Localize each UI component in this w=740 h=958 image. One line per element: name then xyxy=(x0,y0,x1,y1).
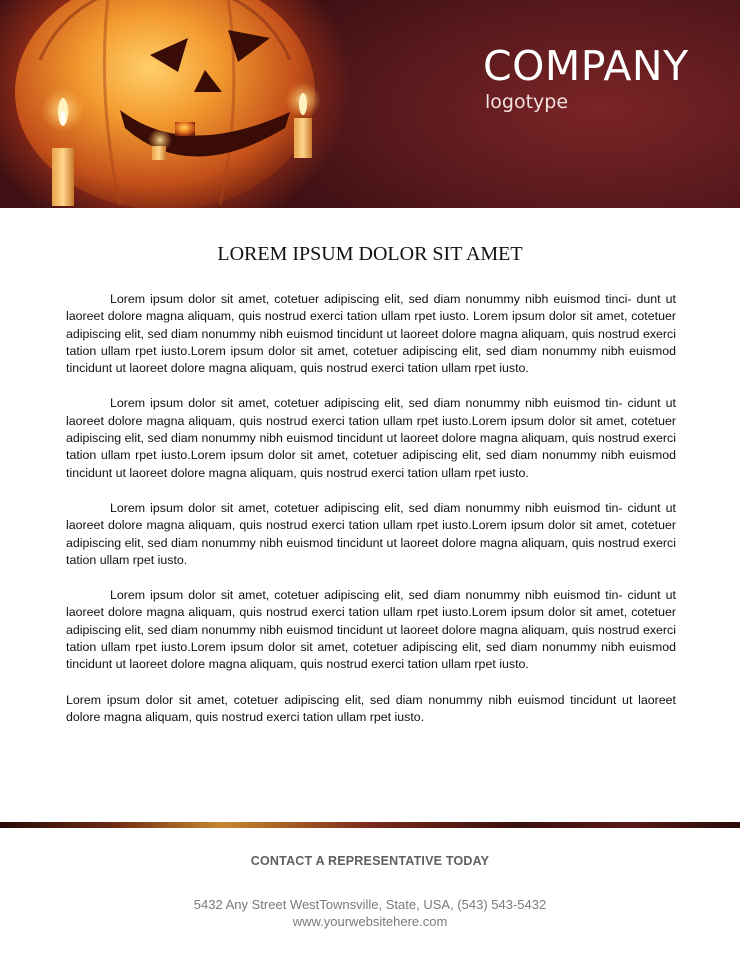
header-banner xyxy=(0,0,740,208)
paragraph: Lorem ipsum dolor sit amet, cotetuer adipiscing elit, sed diam nonummy nibh euismod tin- cidunt ut laoreet dolore magna aliquam, quis nostrud exerci tation ullam rpet iusto.Lorem ipsum dolor sit amet, cotetuer adipiscing elit, sed diam nonummy nibh euismod tincidunt ut laoreet dolore magna aliquam, quis nostrud exerci tation ullam rpet iusto. xyxy=(66,500,676,567)
document-title: LOREM IPSUM DOLOR SIT AMET xyxy=(217,243,523,265)
paragraph: Lorem ipsum dolor sit amet, cotetuer adipiscing elit, sed diam nonummy nibh euismod tin- cidunt ut laoreet dolore magna aliquam, quis nostrud exerci tation ullam rpet iusto.Lorem ipsum dolor sit amet, cotetuer adipiscing elit, sed diam nonummy nibh euismod tincidunt ut laoreet dolore magna aliquam, quis nostrud exerci tation ullam rpet iusto.Lorem ipsum dolor sit amet, cotetuer adipiscing elit, sed diam nonummy nibh euismod tincidunt ut laoreet dolore magna aliquam, quis nostrud exerci tation ullam rpet iusto. xyxy=(66,396,676,480)
document-body xyxy=(66,291,676,744)
footer-divider xyxy=(0,822,740,828)
paragraph: Lorem ipsum dolor sit amet, cotetuer adipiscing elit, sed diam nonummy nibh euismod tin- cidunt ut laoreet dolore magna aliquam, quis nostrud exerci tation ullam rpet iusto.Lorem ipsum dolor sit amet, cotetuer adipiscing elit, sed diam nonummy nibh euismod tincidunt ut laoreet dolore magna aliquam, quis nostrud exerci tation ullam rpet iusto.Lorem ipsum dolor sit amet, cotetuer adipiscing elit, sed diam nonummy nibh euismod tincidunt ut laoreet dolore magna aliquam, quis nostrud exerci tation ullam rpet iusto. xyxy=(66,588,676,672)
paragraph: Lorem ipsum dolor sit amet, cotetuer adipiscing elit, sed diam nonummy nibh euismod tincidunt ut laoreet dolore magna aliquam, quis nostrud exerci tation ullam rpet iusto. xyxy=(66,692,676,724)
paragraph: Lorem ipsum dolor sit amet, cotetuer adipiscing elit, sed diam nonummy nibh euismod tinci- dunt ut laoreet dolore magna aliquam, quis nostrud exerci tation ullam rpet iusto. Lorem ipsum dolor sit amet, cotetuer adipiscing elit, sed diam nonummy nibh euismod tincidunt ut laoreet dolore magna aliquam, quis nostrud exerci tation ullam rpet iusto.Lorem ipsum dolor sit amet, cotetuer adipiscing elit, sed diam nonummy nibh euismod tincidunt ut laoreet dolore magna aliquam, quis nostrud exerci tation ullam rpet iusto. xyxy=(66,292,676,376)
website-link[interactable]: www.yourwebsitehere.com xyxy=(292,914,448,929)
pumpkin-illustration xyxy=(0,0,740,208)
contact-heading: CONTACT A REPRESENTATIVE TODAY xyxy=(250,854,490,868)
contact-address: 5432 Any Street WestTownsville, State, USA, (543) 543-5432 xyxy=(193,897,547,912)
candle-icon xyxy=(52,148,74,206)
company-logotype: logotype xyxy=(485,91,569,113)
company-name: COMPANY xyxy=(483,42,689,90)
candle-icon xyxy=(294,118,312,158)
